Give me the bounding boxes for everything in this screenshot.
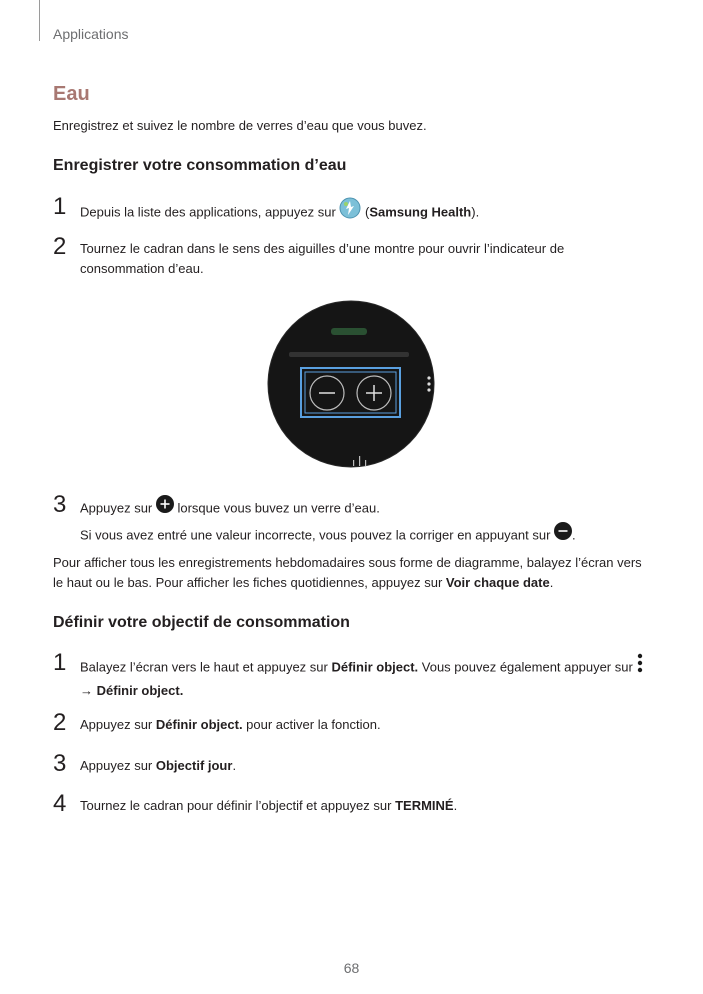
minus-circle-icon [554,522,572,546]
step-text-part: Appuyez sur [80,717,156,732]
step-text [80,715,650,735]
note-text-part: . [572,527,576,543]
record-step-3-note [80,524,650,548]
page-number: 68 [343,960,360,976]
more-options-icon [636,653,644,679]
step-text-part: Depuis la liste des applications, appuyez sur [80,204,340,220]
step-text [80,655,650,701]
para-text-part: . [549,575,554,590]
step-bold: Définir object. [331,659,419,675]
step-text-part: lorsque vous buvez un verre d’eau. [173,500,380,516]
step-number: 3 [53,491,67,518]
step-text: Depuis la liste des applications, appuyez sur (Samsung Health). [80,199,650,227]
para-bold: Voir chaque date [445,575,550,590]
step-number: 2 [53,709,67,736]
step-text-part: Appuyez sur [80,500,156,516]
step-text [80,796,650,816]
watch-screenshot [267,300,435,468]
chapter-rule [39,0,40,41]
step-text [80,756,650,776]
step-text: Tournez le cadran dans le sens des aiguilles d’une montre pour ouvrir l’indicateur de consommation d’eau. [80,241,565,276]
samsung-health-icon [339,197,361,225]
step-number: 4 [53,790,67,817]
section-title: Eau [53,83,90,105]
step-number: 1 [53,193,67,220]
step-bold: Objectif jour [155,758,233,773]
step-number: 1 [53,649,67,676]
step-bold: Définir object. [155,717,243,732]
plus-circle-icon [156,495,174,519]
step-text-part: . [232,758,237,773]
step-number: 2 [53,233,67,260]
step-text-part: Appuyez sur [80,758,156,773]
step-bold: TERMINÉ [395,798,454,813]
step-text-part: Vous pouvez également appuyer sur [418,659,637,675]
step-bold: Définir object. [96,683,184,698]
section-intro: Enregistrez et suivez le nombre de verres d’eau que vous buvez. [53,118,427,133]
step-text-part: Tournez le cadran pour définir l’objectif et appuyez sur [80,798,396,813]
chapter-header: Applications [53,26,129,42]
record-paragraph [53,553,643,593]
step-text-part: pour activer la fonction. [242,717,381,732]
record-heading: Enregistrer votre consommation d’eau [53,157,347,174]
note-text-part: Si vous avez entré une valeur incorrecte, vous pouvez la corriger en appuyant sur [80,527,555,543]
step-text-part: Balayez l’écran vers le haut et appuyez sur [80,659,332,675]
step-text [80,497,650,521]
step-number: 3 [53,750,67,777]
arrow-text: → [80,683,97,698]
step-text-part: . [453,798,458,813]
goal-heading: Définir votre objectif de consommation [53,614,350,631]
para-text-part: Pour afficher tous les enregistrements hebdomadaires sous forme de diagramme, balayez l’écran vers le haut ou le bas. Pour afficher les fiches quotidiennes, appuyez sur [53,555,642,590]
step-text-part: ). [471,204,480,220]
step-bold: Samsung Health [369,204,472,220]
